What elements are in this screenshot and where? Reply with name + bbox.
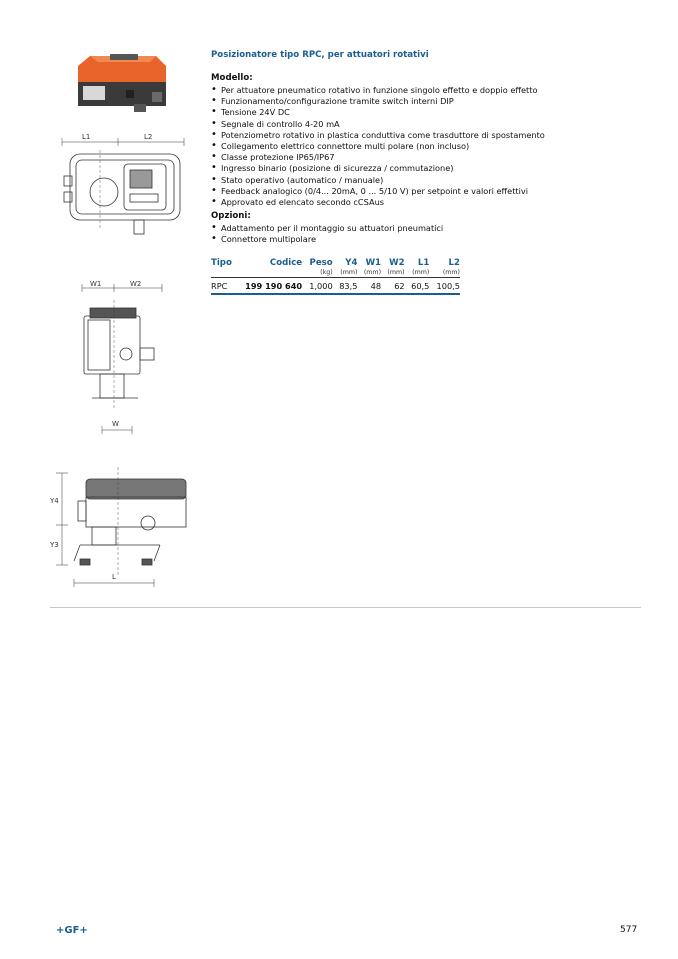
list-item: • Feedback analogico (0/4... 20mA, 0 ... 5/10 V) per setpoint e valori effettivi bbox=[211, 186, 641, 197]
model-features-list bbox=[211, 85, 641, 208]
list-item: • Approvato ed elencato secondo cCSAus bbox=[211, 197, 641, 208]
list-item: • Classe protezione IP65/IP67 bbox=[211, 152, 641, 163]
table-cell: 48 bbox=[357, 277, 381, 294]
dimension-label-w: W bbox=[112, 420, 119, 428]
table-units-row bbox=[211, 269, 460, 278]
column-header: Codice bbox=[269, 257, 303, 268]
list-item: • Adattamento per il montaggio su attuatori pneumatici bbox=[211, 223, 641, 234]
dimension-label-l: L bbox=[112, 573, 116, 581]
table-cell: 83,5 bbox=[333, 277, 358, 294]
gf-logo: +GF+ bbox=[56, 925, 88, 936]
front-view-drawing bbox=[60, 130, 190, 245]
product-photo bbox=[70, 52, 170, 112]
table-cell: 1,000 bbox=[302, 277, 333, 294]
model-heading: Modello: bbox=[211, 73, 253, 83]
table-cell: 100,5 bbox=[429, 277, 460, 294]
unit-cell: (kg) bbox=[302, 269, 333, 278]
dimension-label-l1: L1 bbox=[82, 133, 91, 141]
dimension-label-w1: W1 bbox=[90, 280, 102, 288]
page-divider bbox=[50, 607, 641, 608]
list-item: • Collegamento elettrico connettore multi polare (non incluso) bbox=[211, 141, 641, 152]
spec-table bbox=[211, 258, 460, 295]
list-item: • Potenziometro rotativo in plastica conduttiva come trasduttore di spostamento bbox=[211, 130, 641, 141]
dimension-label-l2: L2 bbox=[144, 133, 153, 141]
unit-cell: (mm) bbox=[405, 269, 430, 278]
column-header: W1 bbox=[365, 257, 382, 268]
column-header: W2 bbox=[389, 257, 405, 268]
column-header: L1 bbox=[417, 257, 430, 268]
list-item: • Funzionamento/configurazione tramite switch interni DIP bbox=[211, 96, 641, 107]
unit-cell bbox=[234, 269, 302, 278]
page-number: 577 bbox=[620, 925, 638, 935]
dimension-label-w2: W2 bbox=[130, 280, 142, 288]
table-header-row bbox=[211, 258, 460, 269]
list-item: • Connettore multipolare bbox=[211, 234, 641, 245]
options-list bbox=[211, 223, 641, 245]
page-title: Posizionatore tipo RPC, per attuatori rotativi bbox=[211, 50, 429, 60]
bottom-view-drawing bbox=[50, 465, 200, 590]
list-item: • Tensione 24V DC bbox=[211, 107, 641, 118]
column-header: Y4 bbox=[345, 257, 358, 268]
column-header: Peso bbox=[309, 257, 333, 268]
table-row bbox=[211, 277, 460, 294]
unit-cell: (mm) bbox=[357, 269, 381, 278]
product-description bbox=[211, 50, 641, 295]
side-view-drawing bbox=[78, 280, 168, 435]
list-item: • Stato operativo (automatico / manuale) bbox=[211, 175, 641, 186]
table-cell: 60,5 bbox=[405, 277, 430, 294]
unit-cell bbox=[211, 269, 234, 278]
table-cell: 199 190 640 bbox=[234, 277, 302, 294]
column-header: L2 bbox=[448, 257, 460, 268]
table-cell: RPC bbox=[211, 277, 234, 294]
unit-cell: (mm) bbox=[429, 269, 460, 278]
list-item: • Segnale di controllo 4-20 mA bbox=[211, 119, 641, 130]
list-item: • Per attuatore pneumatico rotativo in funzione singolo effetto e doppio effetto bbox=[211, 85, 641, 96]
dimension-label-y4: Y4 bbox=[50, 497, 59, 505]
list-item: • Ingresso binario (posizione di sicurezza / commutazione) bbox=[211, 163, 641, 174]
options-heading: Opzioni: bbox=[211, 211, 251, 222]
table-cell: 62 bbox=[381, 277, 405, 294]
unit-cell: (mm) bbox=[333, 269, 358, 278]
column-header: Tipo bbox=[211, 257, 232, 268]
unit-cell: (mm) bbox=[381, 269, 405, 278]
dimension-label-y3: Y3 bbox=[50, 541, 59, 549]
